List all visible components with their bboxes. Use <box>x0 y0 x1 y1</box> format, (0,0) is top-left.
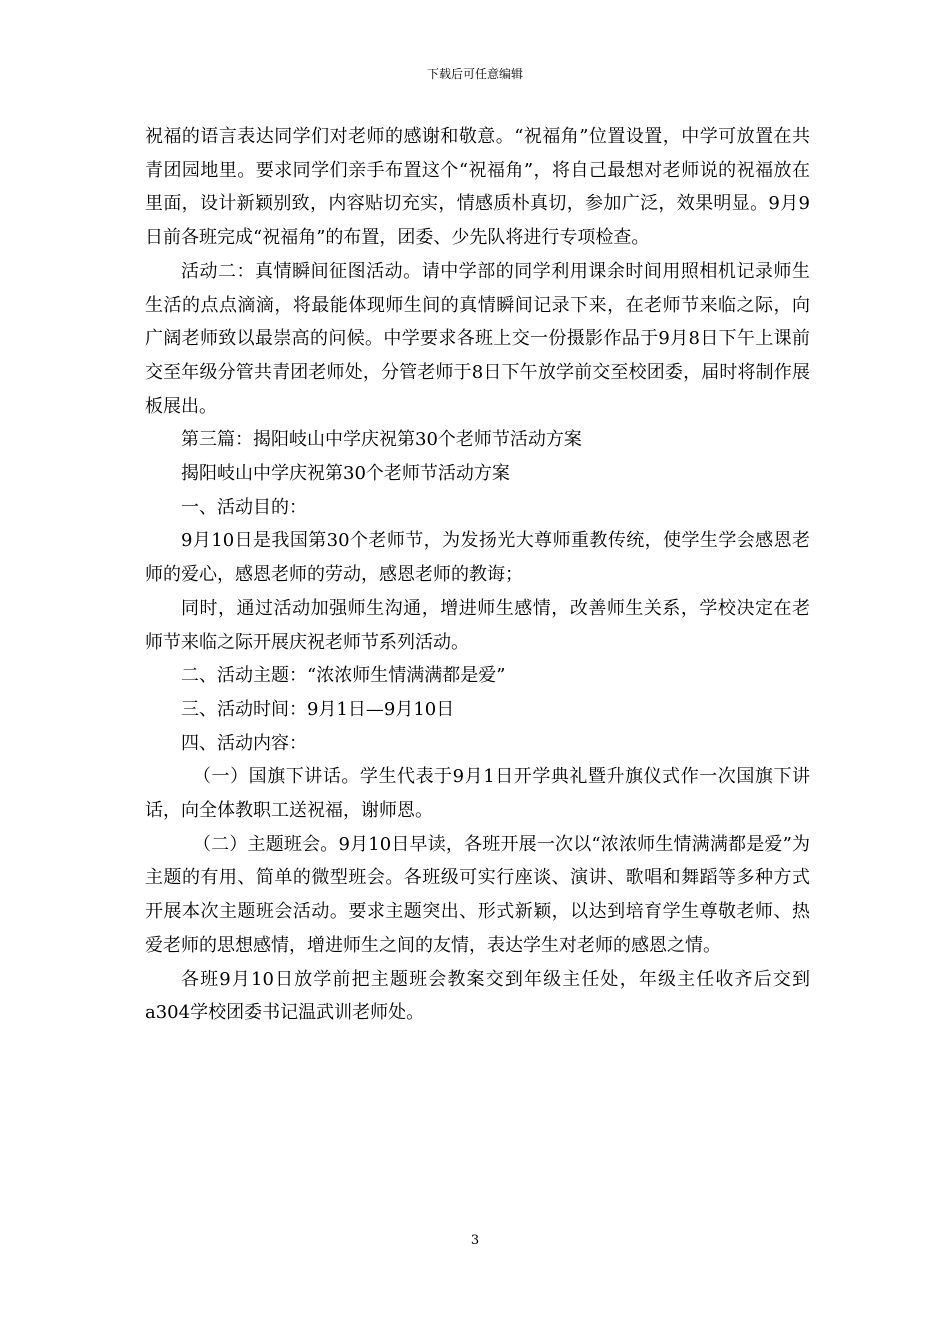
paragraph-class-meeting: （二）主题班会。9月10日早读，各班开展一次以“浓浓师生情满满都是爱”为主题的有用、简单的微型班会。各班级可实行座谈、演讲、歌唱和舞蹈等多种方式开展本次主题班会活动。要求主题突出、形式新颖，以达到培育学生尊敬老师、热爱老师的思想感情，增进师生之间的友情，表达学生对老师的感恩之情。 <box>145 833 810 956</box>
paragraph-plan-title: 揭阳岐山中学庆祝第30个老师节活动方案 <box>181 463 510 485</box>
document-body <box>145 120 810 1030</box>
paragraph-section-purpose: 一、活动目的： <box>181 496 307 518</box>
paragraph-lesson-plan-submission: 各班9月10日放学前把主题班会教案交到年级主任处，年级主任收齐后交到a304学校团委书记温武训老师处。 <box>145 968 810 1024</box>
paragraph-flag-speech: （一）国旗下讲话。学生代表于9月1日开学典礼暨升旗仪式作一次国旗下讲话，向全体教职工送祝福，谢师恩。 <box>145 766 810 822</box>
page-header: 下载后可任意编辑 <box>426 67 523 81</box>
paragraph-section-content: 四、活动内容： <box>181 732 307 754</box>
paragraph-purpose-continued: 同时，通过活动加强师生沟通，增进师生感情，改善师生关系，学校决定在老师节来临之际开展庆祝老师节系列活动。 <box>145 597 810 653</box>
paragraph-activity-two: 活动二：真情瞬间征图活动。请中学部的同学利用课余时间用照相机记录师生生活的点点滴滴，将最能体现师生间的真情瞬间记录下来，在老师节来临之际，向广阔老师致以最崇高的问候。中学要求各班上交一份摄影作品于9月8日下午上课前交至年级分管共青团老师处，分管老师于8日下午放学前交至校团委，届时将制作展板展出。 <box>145 260 810 417</box>
paragraph-blessing-corner: 祝福的语言表达同学们对老师的感谢和敬意。“祝福角”位置设置，中学可放置在共青团园地里。要求同学们亲手布置这个“祝福角”，将自己最想对老师说的祝福放在里面，设计新颖别致，内容贴切充实，情感质朴真切，参加广泛，效果明显。9月9日前各班完成“祝福角”的布置，团委、少先队将进行专项检查。 <box>145 126 810 249</box>
paragraph-purpose-body: 9月10日是我国第30个老师节，为发扬光大尊师重教传统，使学生学会感恩老师的爱心，感恩老师的劳动，感恩老师的教诲； <box>145 530 810 586</box>
paragraph-part-three-title: 第三篇：揭阳岐山中学庆祝第30个老师节活动方案 <box>181 429 582 451</box>
paragraph-section-time: 三、活动时间：9月1日—9月10日 <box>181 698 455 720</box>
paragraph-section-theme: 二、活动主题：“浓浓师生情满满都是爱” <box>181 665 506 687</box>
page-number: 3 <box>470 1233 480 1248</box>
